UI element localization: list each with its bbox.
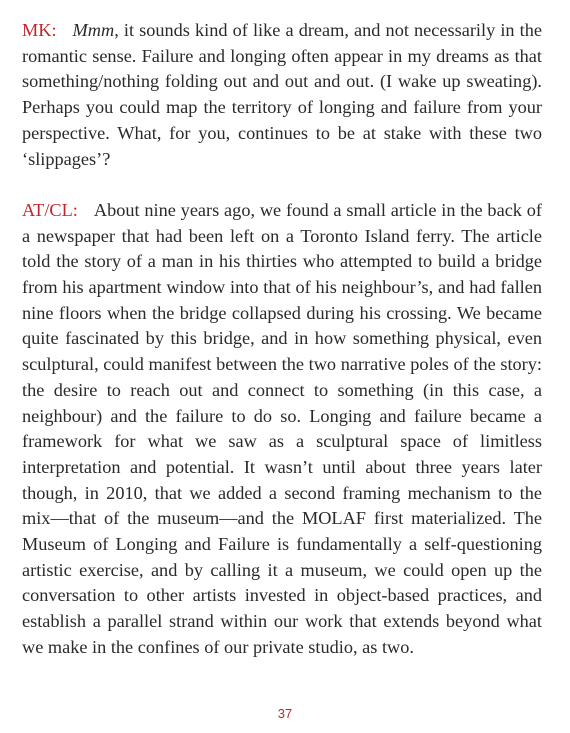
speaker-label-mk: MK: <box>22 20 57 40</box>
paragraph-body: About nine years ago, we found a small article in the back of a newspaper that had been left on a Toronto Island ferry. The article told the story of a man in his thirties who attempted to build a bridge from his apartment window into that of his neighbour’s, and had fallen nine floors when the bridge collapsed during his crossing. We became quite fascinated by this bridge, and in how something physical, even sculptural, could manifest between the two narrative poles of the story: the desire to reach out and connect to something (in this case, a neighbour) and the failure to do so. Longing and failure became a framework for what we saw as a sculptural space of limitless interpretation and potential. It wasn’t until about three years later though, in 2010, that we added a second framing mechanism to the mix—that of the museum—and the MOLAF first materialized. The Museum of Longing and Failure is fundamentally a self-questioning artistic exercise, and by calling it a museum, we could open up the conversation to other artists invested in object-based practices, and establish a parallel strand within our work that extends beyond what we make in the confines of our private studio, as two. <box>22 199 542 657</box>
page-number: 37 <box>277 706 293 721</box>
interview-text <box>22 18 542 661</box>
paragraph-atcl <box>22 198 542 661</box>
speaker-label-atcl: AT/CL: <box>22 199 78 220</box>
paragraph-mk <box>22 18 542 172</box>
paragraph-body: , it sounds kind of like a dream, and not necessarily in the romantic sense. Failure and longing often appear in my dreams as that something/nothing folding out and out and out. (I wake up sweating). Perhaps you could map the territory of longing and failure from your perspective. What, for you, continues to be at stake with these two ‘slippages’? <box>22 20 542 169</box>
emphasis-word: Mmm <box>72 20 115 40</box>
